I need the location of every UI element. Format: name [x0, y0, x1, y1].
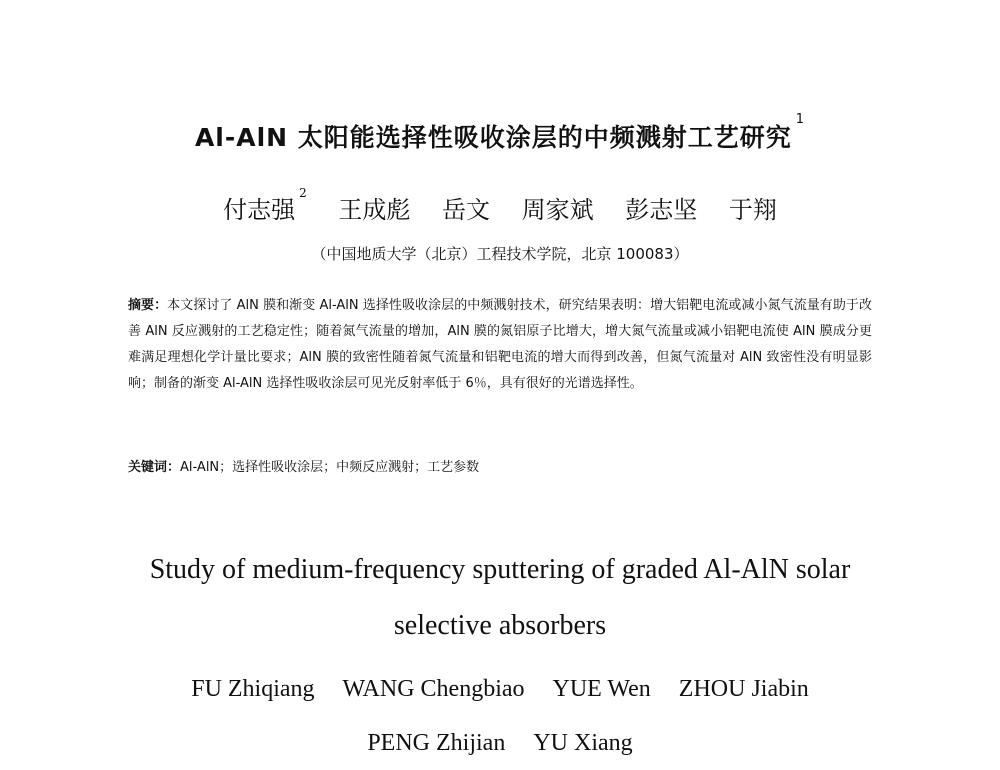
- english-author: YU Xiang: [533, 730, 633, 756]
- abstract-label: 摘要：: [128, 298, 168, 313]
- chinese-title-text: Al-AlN 太阳能选择性吸收涂层的中频溅射工艺研究: [194, 123, 792, 152]
- english-title: [0, 542, 1000, 654]
- keywords-label: 关键词：: [128, 460, 181, 475]
- keywords-text: Al-AlN；选择性吸收涂层；中频反应溅射；工艺参数: [180, 460, 480, 475]
- english-author: YUE Wen: [552, 676, 651, 702]
- english-author: FU Zhiqiang: [191, 676, 315, 702]
- english-author: ZHOU Jiabin: [678, 676, 809, 702]
- chinese-author: 王成彪: [338, 196, 411, 224]
- chinese-author: 周家斌: [521, 196, 594, 224]
- chinese-abstract: [128, 293, 872, 397]
- english-title-line-2: selective absorbers: [393, 610, 607, 641]
- english-author: WANG Chengbiao: [342, 676, 525, 702]
- chinese-author: 付志强$^2$: [223, 186, 307, 224]
- chinese-title: [0, 112, 1000, 154]
- title-footnote-marker: 1: [795, 112, 806, 127]
- chinese-author-list: [0, 186, 1000, 225]
- chinese-author: 岳文: [442, 196, 490, 224]
- english-title-line-1: Study of medium-frequency sputtering of graded Al-AlN solar: [149, 554, 851, 585]
- chinese-keywords: [128, 456, 872, 475]
- abstract-text: 本文探讨了 AlN 膜和渐变 Al-AlN 选择性吸收涂层的中频溅射技术，研究结果表明：增大铝靶电流或减小氮气流量有助于改善 AlN 反应溅射的工艺稳定性；随着氮气流量的增加，AlN 膜的氮铝原子比增大，增大氮气流量或减小铝靶电流使 AlN 膜成分更难满足理想化学计量比要求；AlN 膜的致密性随着氮气流量和铝靶电流的增大而得到改善，但氮气流量对 AlN 致密性没有明显影响；制备的渐变 Al-AlN 选择性吸收涂层可见光反射率低于 6％，具有很好的光谱选择性。: [128, 298, 872, 391]
- english-authors-line-1: [0, 662, 1000, 716]
- chinese-author: 彭志坚: [625, 196, 698, 224]
- chinese-affiliation: （中国地质大学（北京）工程技术学院，北京 100083）: [311, 245, 689, 263]
- english-author: PENG Zhijian: [367, 730, 506, 756]
- chinese-author: 于翔: [728, 196, 777, 224]
- english-authors-line-2: [0, 716, 1000, 770]
- author-footnote-marker: 2: [299, 186, 307, 200]
- english-author-list: [0, 662, 1000, 770]
